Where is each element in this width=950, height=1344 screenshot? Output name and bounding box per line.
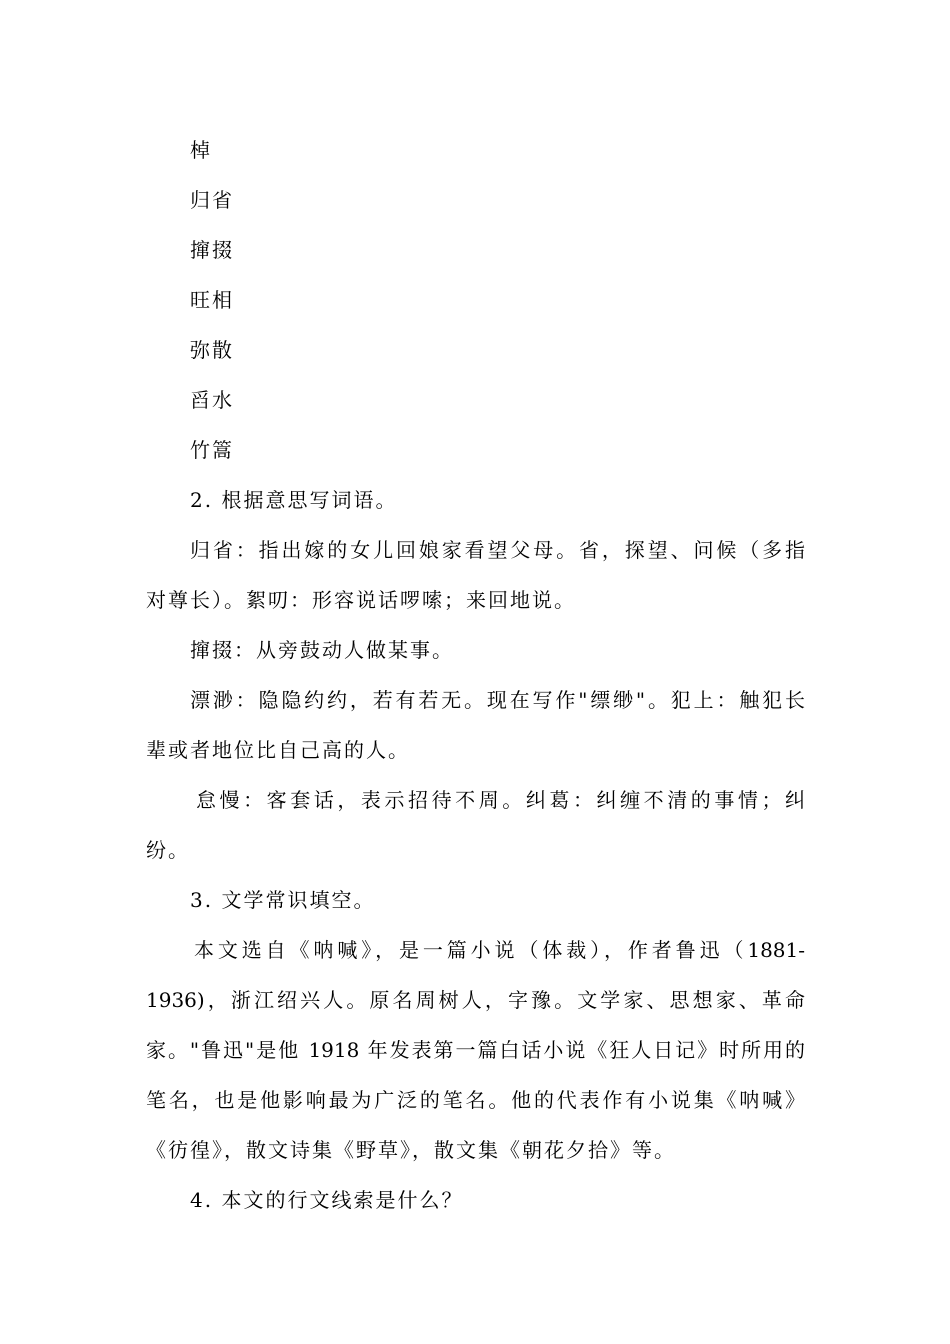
definition-line: 纷。: [146, 838, 190, 862]
question-3-title: 3. 文学常识填空。: [190, 888, 376, 912]
paragraph-line: 1936)，浙江绍兴人。原名周树人，字豫。文学家、思想家、革命: [146, 988, 805, 1012]
definition-line: 对尊长）。絮叨：形容说话啰嗦；来回地说。: [146, 588, 576, 612]
vocab-word: 棹: [190, 138, 212, 162]
definition-line: 怠慢：客套话，表示招待不周。纠葛：纠缠不清的事情；纠: [196, 788, 805, 812]
question-2-title: 2. 根据意思写词语。: [190, 488, 398, 512]
question-4-title: 4. 本文的行文线索是什么？: [190, 1188, 464, 1212]
paragraph-line: 家。"鲁迅"是他 1918 年发表第一篇白话小说《狂人日记》时所用的: [146, 1038, 805, 1062]
vocab-word: 弥散: [190, 338, 234, 362]
vocab-word: 竹篙: [190, 438, 234, 462]
vocab-word: 归省: [190, 188, 234, 212]
definition-line: 漂渺：隐隐约约，若有若无。现在写作"缥缈"。犯上：触犯长: [190, 688, 805, 712]
paragraph-line: 《彷徨》，散文诗集《野草》，散文集《朝花夕拾》等。: [146, 1138, 676, 1162]
vocab-word: 旺相: [190, 288, 234, 312]
definition-line: 归省：指出嫁的女儿回娘家看望父母。省，探望、问候（多指: [190, 538, 805, 562]
vocab-word: 撺掇: [190, 238, 234, 262]
definition-line: 撺掇：从旁鼓动人做某事。: [190, 638, 454, 662]
paragraph-line: 本文选自《呐喊》，是一篇小说（体裁），作者鲁迅（1881-: [194, 938, 805, 962]
vocab-word: 舀水: [190, 388, 234, 412]
definition-line: 辈或者地位比自己高的人。: [146, 738, 410, 762]
paragraph-line: 笔名，也是他影响最为广泛的笔名。他的代表作有小说集《呐喊》: [146, 1088, 805, 1112]
